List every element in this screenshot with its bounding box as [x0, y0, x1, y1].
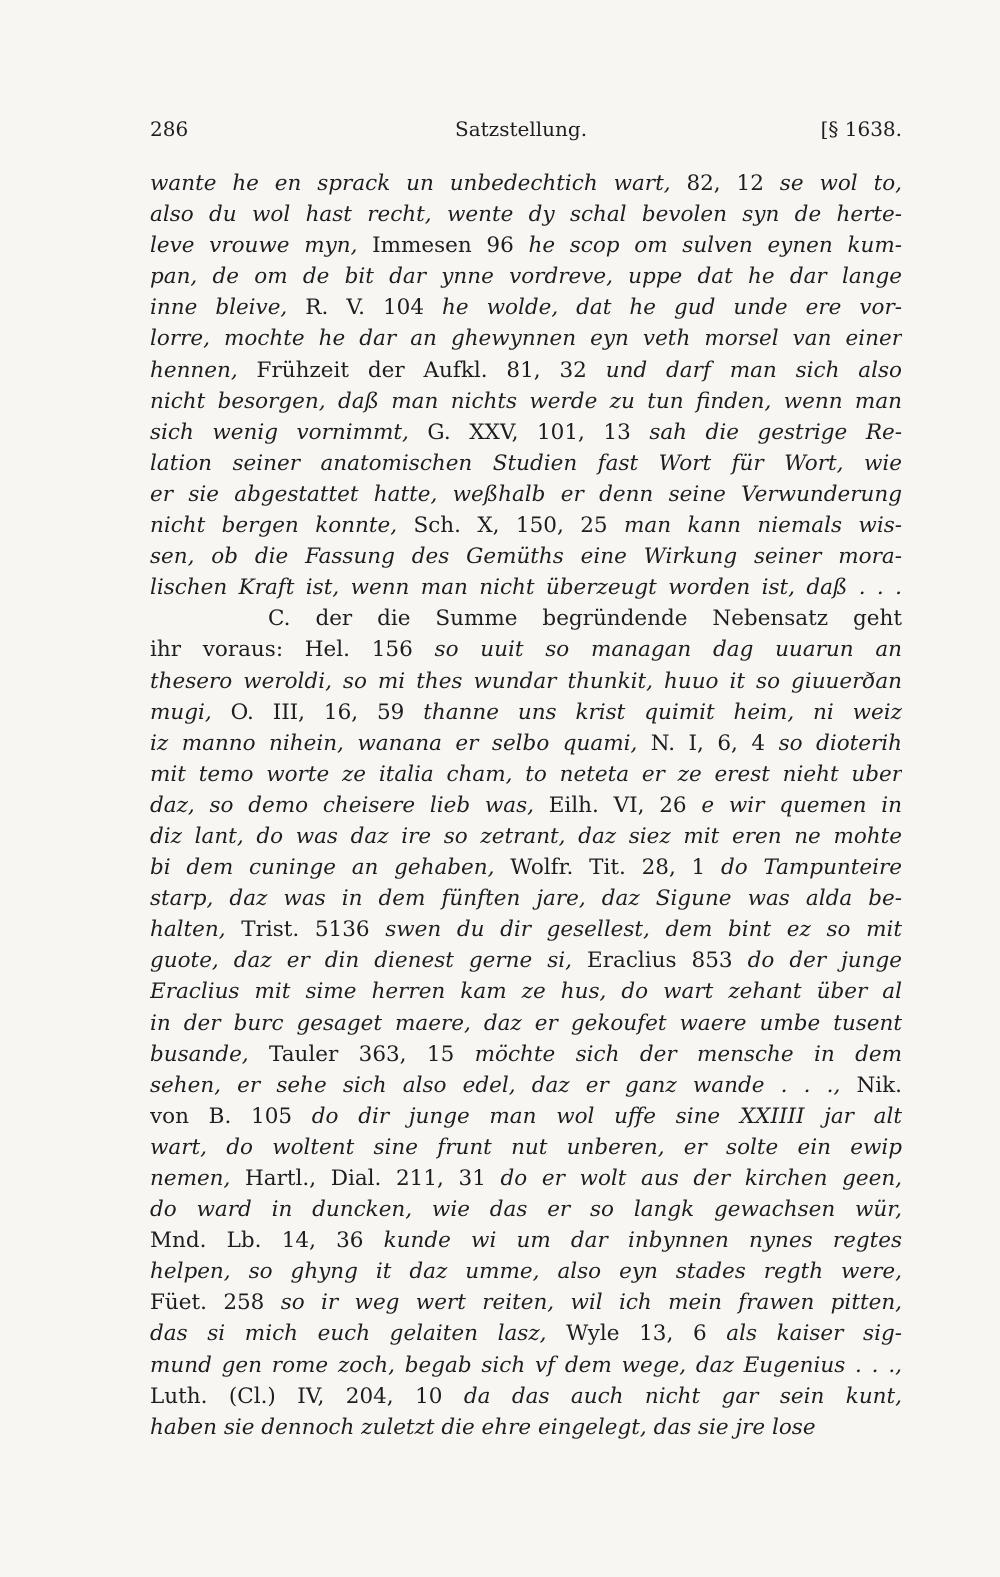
text-line: [150, 821, 902, 852]
quoted-text: mit temo worte ze italia cham, to neteta er ze erest nieht uber: [150, 761, 902, 787]
quoted-text: swen du dir gesellest, dem bint ez so mit: [385, 917, 902, 943]
citation-text: Mnd. Lb. 14, 36: [150, 1228, 384, 1254]
quoted-text: nemen,: [150, 1166, 231, 1191]
text-line: [150, 697, 902, 728]
quoted-text: sen, ob die Fassung des Gemüths eine Wirkung seiner mora-: [150, 544, 902, 570]
text-line: [150, 603, 902, 634]
quoted-text: so dioterih: [778, 730, 902, 756]
text-line: [150, 1287, 902, 1318]
text-line: [150, 883, 902, 914]
quoted-text: sehen, er sehe sich also edel, daz er ganz wande . . .,: [150, 1072, 841, 1098]
quoted-text: und darf man sich also: [605, 357, 902, 383]
quoted-text: das si mich euch gelaiten lasz,: [150, 1321, 547, 1347]
citation-text: Trist. 5136: [225, 917, 386, 943]
quoted-text: so uuit so managan dag uuarun an: [434, 637, 902, 663]
citation-text: N. I, 6, 4: [637, 730, 779, 756]
citation-text: Frühzeit der Aufkl. 81, 32: [237, 357, 606, 383]
text-line: [150, 1318, 902, 1349]
text-line: [150, 417, 902, 448]
running-title: Satzstellung.: [455, 117, 588, 141]
quoted-text: wart, do woltent sine frunt nut unberen, er solte ein ewip: [150, 1134, 902, 1160]
text-line: [150, 541, 902, 572]
text-line: [150, 976, 902, 1007]
citation-text: 82, 12: [670, 171, 780, 196]
citation-text: C. der die Summe begründende Nebensatz geht: [268, 606, 902, 632]
text-line: [150, 1163, 902, 1194]
quoted-text: thesero weroldi, so mi thes wundar thunkit, huuo it so giuuerðan: [150, 668, 902, 694]
quoted-text: starp, daz was in dem fünften jare, daz Sigune was alda be-: [150, 886, 902, 912]
text-line: [150, 666, 902, 697]
text-line: [150, 1256, 902, 1287]
text-line: [150, 292, 902, 323]
text-line: [150, 355, 902, 386]
text-line: [150, 448, 902, 479]
quoted-text: nicht besorgen, daß man nichts werde zu tun finden, wenn man: [150, 388, 902, 414]
citation-text: Wyle 13, 6: [546, 1321, 727, 1347]
quoted-text: kunde wi um dar inbynnen nynes regtes: [383, 1228, 902, 1254]
quoted-text: nicht bergen konnte,: [150, 513, 398, 539]
quoted-text: wante he en sprack un unbedechtich wart,: [150, 171, 671, 196]
quoted-text: pan, de om de bit dar ynne vordreve, uppe dat he dar lange: [150, 264, 902, 290]
quoted-text: thanne uns krist quimit heim, ni weiz: [423, 699, 902, 725]
text-line: [150, 479, 902, 510]
citation-text: Eilh. VI, 26: [533, 792, 702, 818]
quoted-text: bi dem cuninge an gehaben,: [150, 855, 495, 881]
citation-text: ihr voraus: Hel. 156: [150, 637, 435, 663]
text-line: [150, 323, 902, 354]
citation-text: R. V. 104: [287, 295, 443, 321]
text-line: [150, 1008, 902, 1039]
quoted-text: lation seiner anatomischen Studien fast Wort für Wort, wie: [150, 450, 902, 476]
quoted-text: he wolde, dat he gud unde ere vor-: [442, 295, 902, 321]
quoted-text: do dir junge man wol uffe sine XXIIII jar alt: [311, 1103, 902, 1129]
text-line: [150, 634, 902, 665]
text-line: [150, 510, 902, 541]
quoted-text: inne bleive,: [150, 295, 288, 321]
text-line: [150, 1101, 902, 1132]
section-reference: [§ 1638.: [820, 117, 902, 141]
text-line: [150, 852, 902, 883]
quoted-text: Eraclius mit sime herren kam ze hus, do wart zehant über al: [150, 979, 902, 1005]
citation-text: Hartl., Dial. 211, 31: [230, 1166, 501, 1191]
body-text: [150, 168, 902, 1443]
citation-text: von B. 105: [150, 1103, 312, 1129]
text-line: [150, 914, 902, 945]
citation-text: Sch. X, 150, 25: [397, 513, 624, 539]
text-line: [150, 572, 902, 603]
quoted-text: se wol to,: [779, 171, 902, 196]
text-line: [150, 945, 902, 976]
quoted-text: in der burc gesaget maere, daz er gekoufet waere umbe tusent: [150, 1010, 902, 1036]
quoted-text: man kann niemals wis-: [624, 513, 902, 539]
quoted-text: lischen Kraft ist, wenn man nicht überzeugt worden ist, daß . . .: [150, 575, 902, 601]
quoted-text: sah die gestrige Re-: [649, 419, 902, 445]
citation-text: G. XXV, 101, 13: [408, 419, 650, 445]
quoted-text: do Tampunteire: [720, 855, 902, 881]
quoted-text: er sie abgestattet hatte, weßhalb er denn seine Verwunderung: [150, 481, 902, 507]
text-line: [150, 386, 902, 417]
citation-text: Tauler 363, 15: [248, 1041, 475, 1067]
quoted-text: do ward in duncken, wie das er so langk gewachsen wür,: [150, 1197, 902, 1223]
quoted-text: mugi,: [150, 699, 212, 725]
quoted-text: so ir weg wert reiten, wil ich mein frawen pitten,: [280, 1290, 902, 1316]
text-line: [150, 1412, 902, 1443]
text-line: [150, 1225, 902, 1256]
quoted-text: da das auch nicht gar sein kunt,: [463, 1383, 902, 1409]
text-line: [150, 1132, 902, 1163]
text-line: [150, 1381, 902, 1412]
quoted-text: mund gen rome zoch, begab sich vf dem wege, daz Eugenius . . .,: [150, 1352, 902, 1378]
citation-text: Füet. 258: [150, 1290, 281, 1316]
text-line: [150, 261, 902, 292]
quoted-text: leve vrouwe myn,: [150, 233, 358, 259]
quoted-text: helpen, so ghyng it daz umme, also eyn stades regth were,: [150, 1259, 902, 1285]
quoted-text: do er wolt aus der kirchen geen,: [500, 1166, 902, 1191]
quoted-text: hennen,: [150, 357, 238, 383]
quoted-text: haben sie dennoch zuletzt die ehre eingelegt, das sie jre lose: [150, 1414, 816, 1440]
quoted-text: also du wol hast recht, wente dy schal bevolen syn de herte-: [150, 202, 902, 228]
citation-text: Luth. (Cl.) IV, 204, 10: [150, 1383, 464, 1409]
quoted-text: halten,: [150, 917, 226, 943]
text-line: [150, 1070, 902, 1101]
quoted-text: busande,: [150, 1041, 249, 1067]
text-line: [150, 759, 902, 790]
citation-text: O. III, 16, 59: [211, 699, 424, 725]
quoted-text: do der junge: [747, 948, 902, 974]
text-line: [150, 199, 902, 230]
text-line: [150, 1194, 902, 1225]
text-line: [150, 1350, 902, 1381]
text-line: [150, 728, 902, 759]
quoted-text: daz, so demo cheisere lieb was,: [150, 792, 534, 818]
citation-text: Wolfr. Tit. 28, 1: [494, 855, 721, 881]
quoted-text: iz manno nihein, wanana er selbo quami,: [150, 730, 638, 756]
page-number: 286: [150, 117, 189, 141]
quoted-text: als kaiser sig-: [726, 1321, 902, 1347]
text-line: [150, 168, 902, 199]
quoted-text: möchte sich der mensche in dem: [474, 1041, 902, 1067]
citation-text: Eraclius 853: [572, 948, 748, 974]
quoted-text: he scop om sulven eynen kum-: [528, 233, 902, 259]
text-line: [150, 230, 902, 261]
text-line: [150, 1039, 902, 1070]
quoted-text: sich wenig vornimmt,: [150, 419, 409, 445]
quoted-text: diz lant, do was daz ire so zetrant, daz siez mit eren ne mohte: [150, 823, 902, 849]
citation-text: Nik.: [840, 1072, 902, 1098]
citation-text: Immesen 96: [357, 233, 529, 259]
quoted-text: guote, daz er din dienest gerne si,: [150, 948, 573, 974]
quoted-text: e wir quemen in: [701, 792, 902, 818]
page-header: [150, 114, 902, 144]
quoted-text: lorre, mochte he dar an ghewynnen eyn veth morsel van einer: [150, 326, 902, 352]
text-line: [150, 790, 902, 821]
